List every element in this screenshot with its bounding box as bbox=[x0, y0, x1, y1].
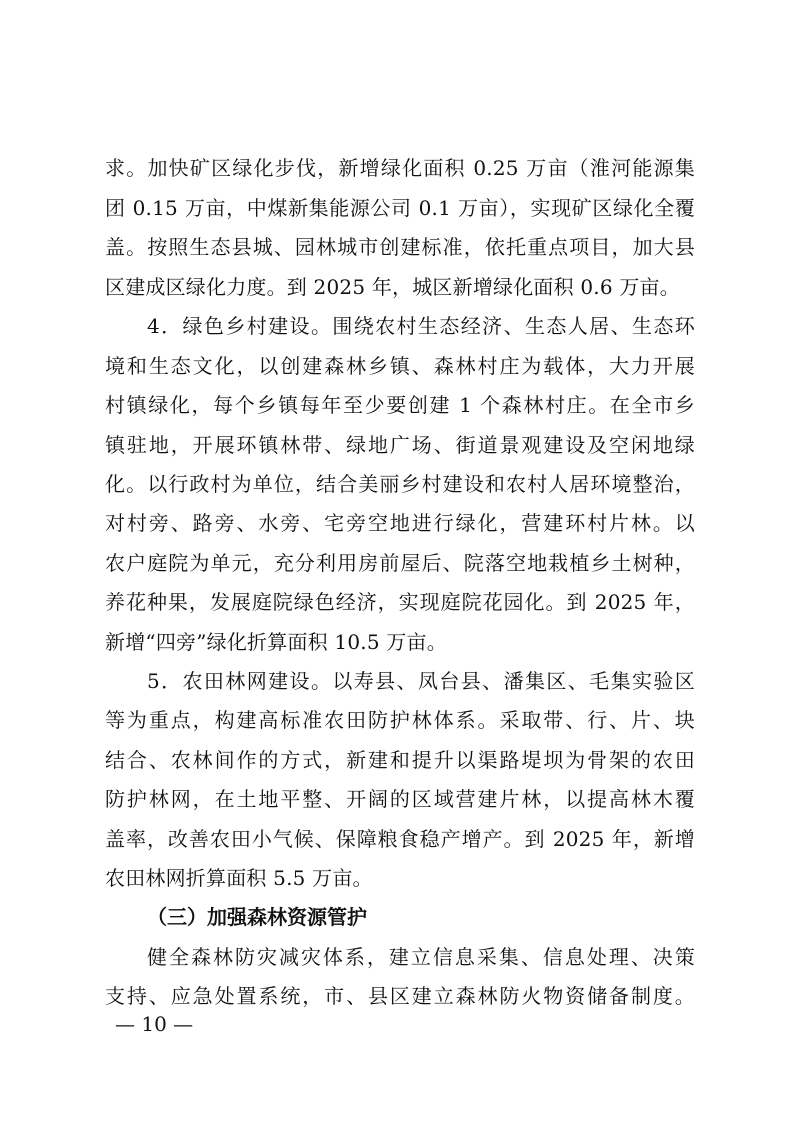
body-line-15: 等为重点，构建高标准农田防护林体系。采取带、行、片、块 bbox=[105, 708, 695, 732]
body-line-17: 防护林网，在土地平整、开阔的区域营建片林，以提高林木覆 bbox=[105, 787, 695, 811]
body-line-22: 支持、应急处置系统，市、县区建立森林防火物资储备制度。 bbox=[105, 984, 695, 1008]
body-line-9: 化。以行政村为单位，结合美丽乡村建设和农村人居环境整治， bbox=[105, 472, 695, 496]
body-line-1: 求。加快矿区绿化步伐，新增绿化面积 0.25 万亩（淮河能源集 bbox=[105, 156, 695, 180]
body-line-16: 结合、农林间作的方式，新建和提升以渠路堤坝为骨架的农田 bbox=[105, 748, 695, 772]
section-5-heading-line: 5．农田林网建设。以寿县、凤台县、潘集区、毛集实验区 bbox=[147, 669, 695, 693]
body-line-19: 农田林网折算面积 5.5 万亩。 bbox=[105, 866, 373, 890]
body-line-2: 团 0.15 万亩，中煤新集能源公司 0.1 万亩），实现矿区绿化全覆 bbox=[105, 196, 695, 220]
body-line-8: 镇驻地，开展环镇林带、绿地广场、街道景观建设及空闲地绿 bbox=[105, 433, 695, 457]
body-line-21: 健全森林防灾减灾体系，建立信息采集、信息处理、决策 bbox=[147, 945, 695, 969]
body-line-13: 新增“四旁”绿化折算面积 10.5 万亩。 bbox=[105, 630, 447, 654]
body-line-10: 对村旁、路旁、水旁、宅旁空地进行绿化，营建环村片林。以 bbox=[105, 511, 695, 535]
page-number: — 10 — bbox=[115, 1012, 194, 1036]
body-line-6: 境和生态文化，以创建森林乡镇、森林村庄为载体，大力开展 bbox=[105, 354, 695, 378]
body-line-7: 村镇绿化，每个乡镇每年至少要创建 1 个森林村庄。在全市乡 bbox=[105, 393, 695, 417]
body-line-12: 养花种果，发展庭院绿色经济，实现庭院花园化。到 2025 年， bbox=[105, 590, 695, 614]
body-line-3: 盖。按照生态县城、园林城市创建标准，依托重点项目，加大县 bbox=[105, 235, 695, 259]
body-line-4: 区建成区绿化力度。到 2025 年，城区新增绿化面积 0.6 万亩。 bbox=[105, 275, 680, 299]
body-line-18: 盖率，改善农田小气候、保障粮食稳产增产。到 2025 年，新增 bbox=[105, 827, 695, 851]
section-4-heading-line: 4．绿色乡村建设。围绕农村生态经济、生态人居、生态环 bbox=[147, 314, 695, 338]
body-line-11: 农户庭院为单元，充分利用房前屋后、院落空地栽植乡土树种， bbox=[105, 551, 695, 575]
section-subheading: （三）加强森林资源管护 bbox=[147, 905, 367, 929]
